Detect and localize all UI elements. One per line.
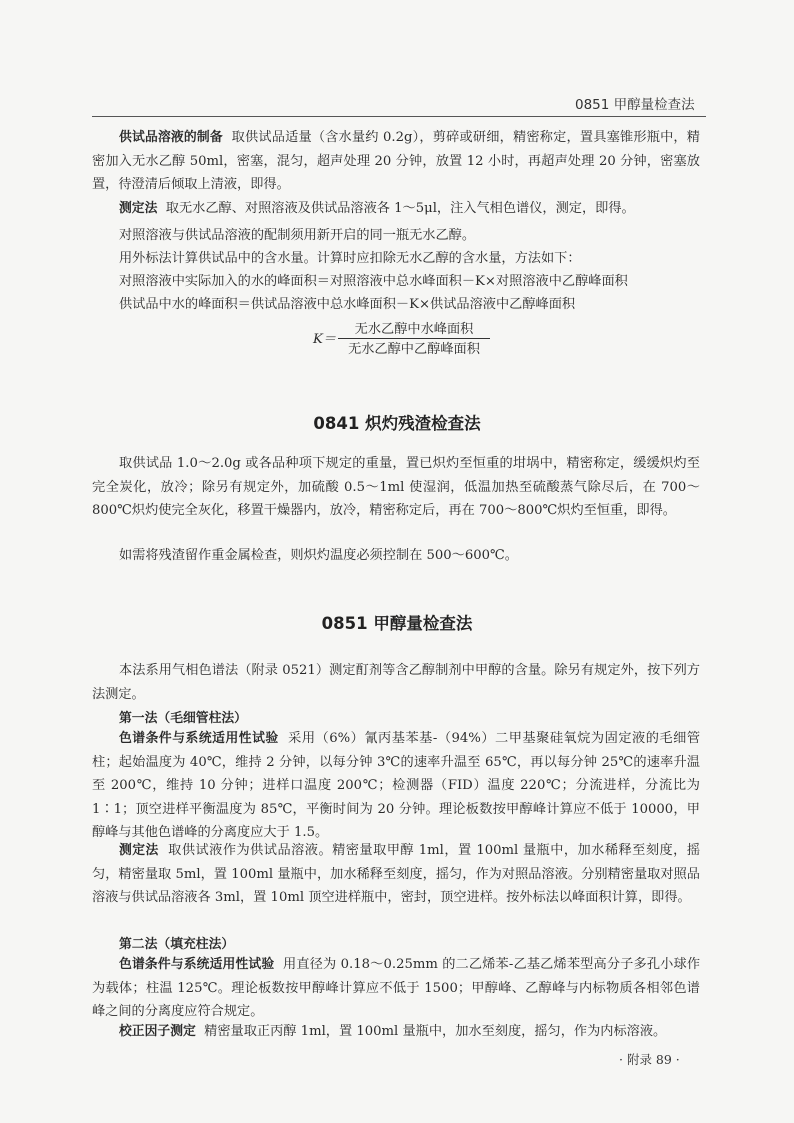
prep-paragraph: [92, 126, 700, 197]
formula-denominator: 无水乙醇中乙醇峰面积: [348, 342, 480, 357]
sample-peak-equation: 供试品中水的峰面积＝供试品溶液中总水峰面积－K×供试品溶液中乙醇峰面积: [119, 297, 576, 312]
calibration-paragraph: [92, 1020, 700, 1044]
section-0851-title: 0851 甲醇量检查法: [321, 614, 473, 633]
cond2-text: 用直径为 0.18～0.25mm 的二乙烯苯-乙基乙烯苯型高分子多孔小球作为载体；柱温 125℃。理论板数按甲醇峰计算应不低于 1500；甲醇峰、乙醇峰与内标物质各相邻色谱峰之间的分离度应符合规定。: [92, 957, 701, 1019]
k-formula: [313, 318, 513, 358]
prep-text: 取供试品适量（含水量约 0.2g），剪碎或研细，精密称定，置具塞锥形瓶中，精密加入无水乙醇 50ml，密塞，混匀，超声处理 20 分钟，放置 12 小时，再超声处理 20 分钟，密塞放置，待澄清后倾取上清液，即得。: [92, 130, 700, 192]
cond1-text: 采用（6%）氰丙基苯基-（94%）二甲基聚硅氧烷为固定液的毛细管柱；起始温度为 40℃，维持 2 分钟，以每分钟 3℃的速率升温至 65℃，再以每分钟 25℃的速率升温至 200℃，维持 10 分钟；进样口温度 200℃；检测器（FID）温度 220℃；分流进样，分流比为 1∶1；顶空进样平衡温度为 85℃，平衡时间为 20 分钟。理论板数按甲醇峰计算应不低于 10000，甲醇峰与其他色谱峰的分离度应大于 1.5。: [92, 731, 701, 840]
section-0841-title: 0841 炽灼残渣检查法: [313, 414, 481, 433]
same-bottle-line: 对照溶液与供试品溶液的配制须用新开启的同一瓶无水乙醇。: [119, 228, 476, 243]
reference-peak-equation: 对照溶液中实际加入的水的峰面积＝对照溶液中总水峰面积－K×对照溶液中乙醇峰面积: [119, 274, 628, 289]
prep-label: 供试品溶液的制备: [119, 130, 223, 145]
section-0841-paragraph-1: 取供试品 1.0～2.0g 或各品种项下规定的重量，置已炽灼至恒重的坩埚中，精密称定，缓缓炽灼至完全炭化，放冷；除另有规定外，加硫酸 0.5～1ml 使湿润，低温加热至硫酸蒸气除尽后，在 700～800℃炽灼使完全灰化，移置干燥器内，放冷，精密称定后，再在 700～800℃炽灼至恒重，即得。: [92, 456, 700, 518]
assay-text: 取供试液作为供试品溶液。精密量取甲醇 1ml，置 100ml 量瓶中，加水稀释至刻度，摇匀，精密量取 5ml，置 100ml 量瓶中，加水稀释至刻度，摇匀，作为对照品溶液。分别精密量取对照品溶液与供试品溶液各 3ml，置 10ml 顶空进样瓶中，密封，顶空进样。按外标法以峰面积计算，即得。: [92, 843, 701, 905]
method2-heading: 第二法（填充柱法）: [119, 937, 235, 952]
assay-label: 测定法: [119, 843, 159, 858]
running-head: 0851 甲醇量检查法: [575, 97, 695, 113]
header-rule: [92, 116, 706, 117]
calib-label: 校正因子测定: [119, 1024, 196, 1039]
assay1-paragraph: [92, 197, 700, 221]
calib-text: 精密量取正丙醇 1ml，置 100ml 量瓶中，加水至刻度，摇匀，作为内标溶液。: [204, 1024, 667, 1039]
method1-conditions-paragraph: [92, 727, 700, 845]
page-number: · 附录 89 ·: [619, 1052, 680, 1067]
formula-lhs: K＝: [313, 332, 337, 347]
external-standard-line: 用外标法计算供试品中的含水量。计算时应扣除无水乙醇的含水量，方法如下：: [119, 251, 581, 266]
method2-conditions-paragraph: [92, 953, 700, 1024]
cond2-label: 色谱条件与系统适用性试验: [119, 957, 275, 972]
assay1-label: 测定法: [119, 201, 158, 216]
assay1-text: 取无水乙醇、对照溶液及供试品溶液各 1～5μl，注入气相色谱仪，测定，即得。: [165, 201, 635, 216]
cond1-label: 色谱条件与系统适用性试验: [119, 731, 279, 746]
section-0851-intro: 本法系用气相色谱法（附录 0521）测定酊剂等含乙醇制剂中甲醇的含量。除另有规定外，按下列方法测定。: [92, 663, 700, 702]
method1-heading: 第一法（毛细管柱法）: [119, 711, 247, 726]
formula-numerator: 无水乙醇中水峰面积: [354, 322, 474, 337]
section-0841-paragraph-2: 如需将残渣留作重金属检查，则炽灼温度必须控制在 500～600℃。: [119, 548, 518, 563]
method1-assay-paragraph: [92, 839, 700, 910]
